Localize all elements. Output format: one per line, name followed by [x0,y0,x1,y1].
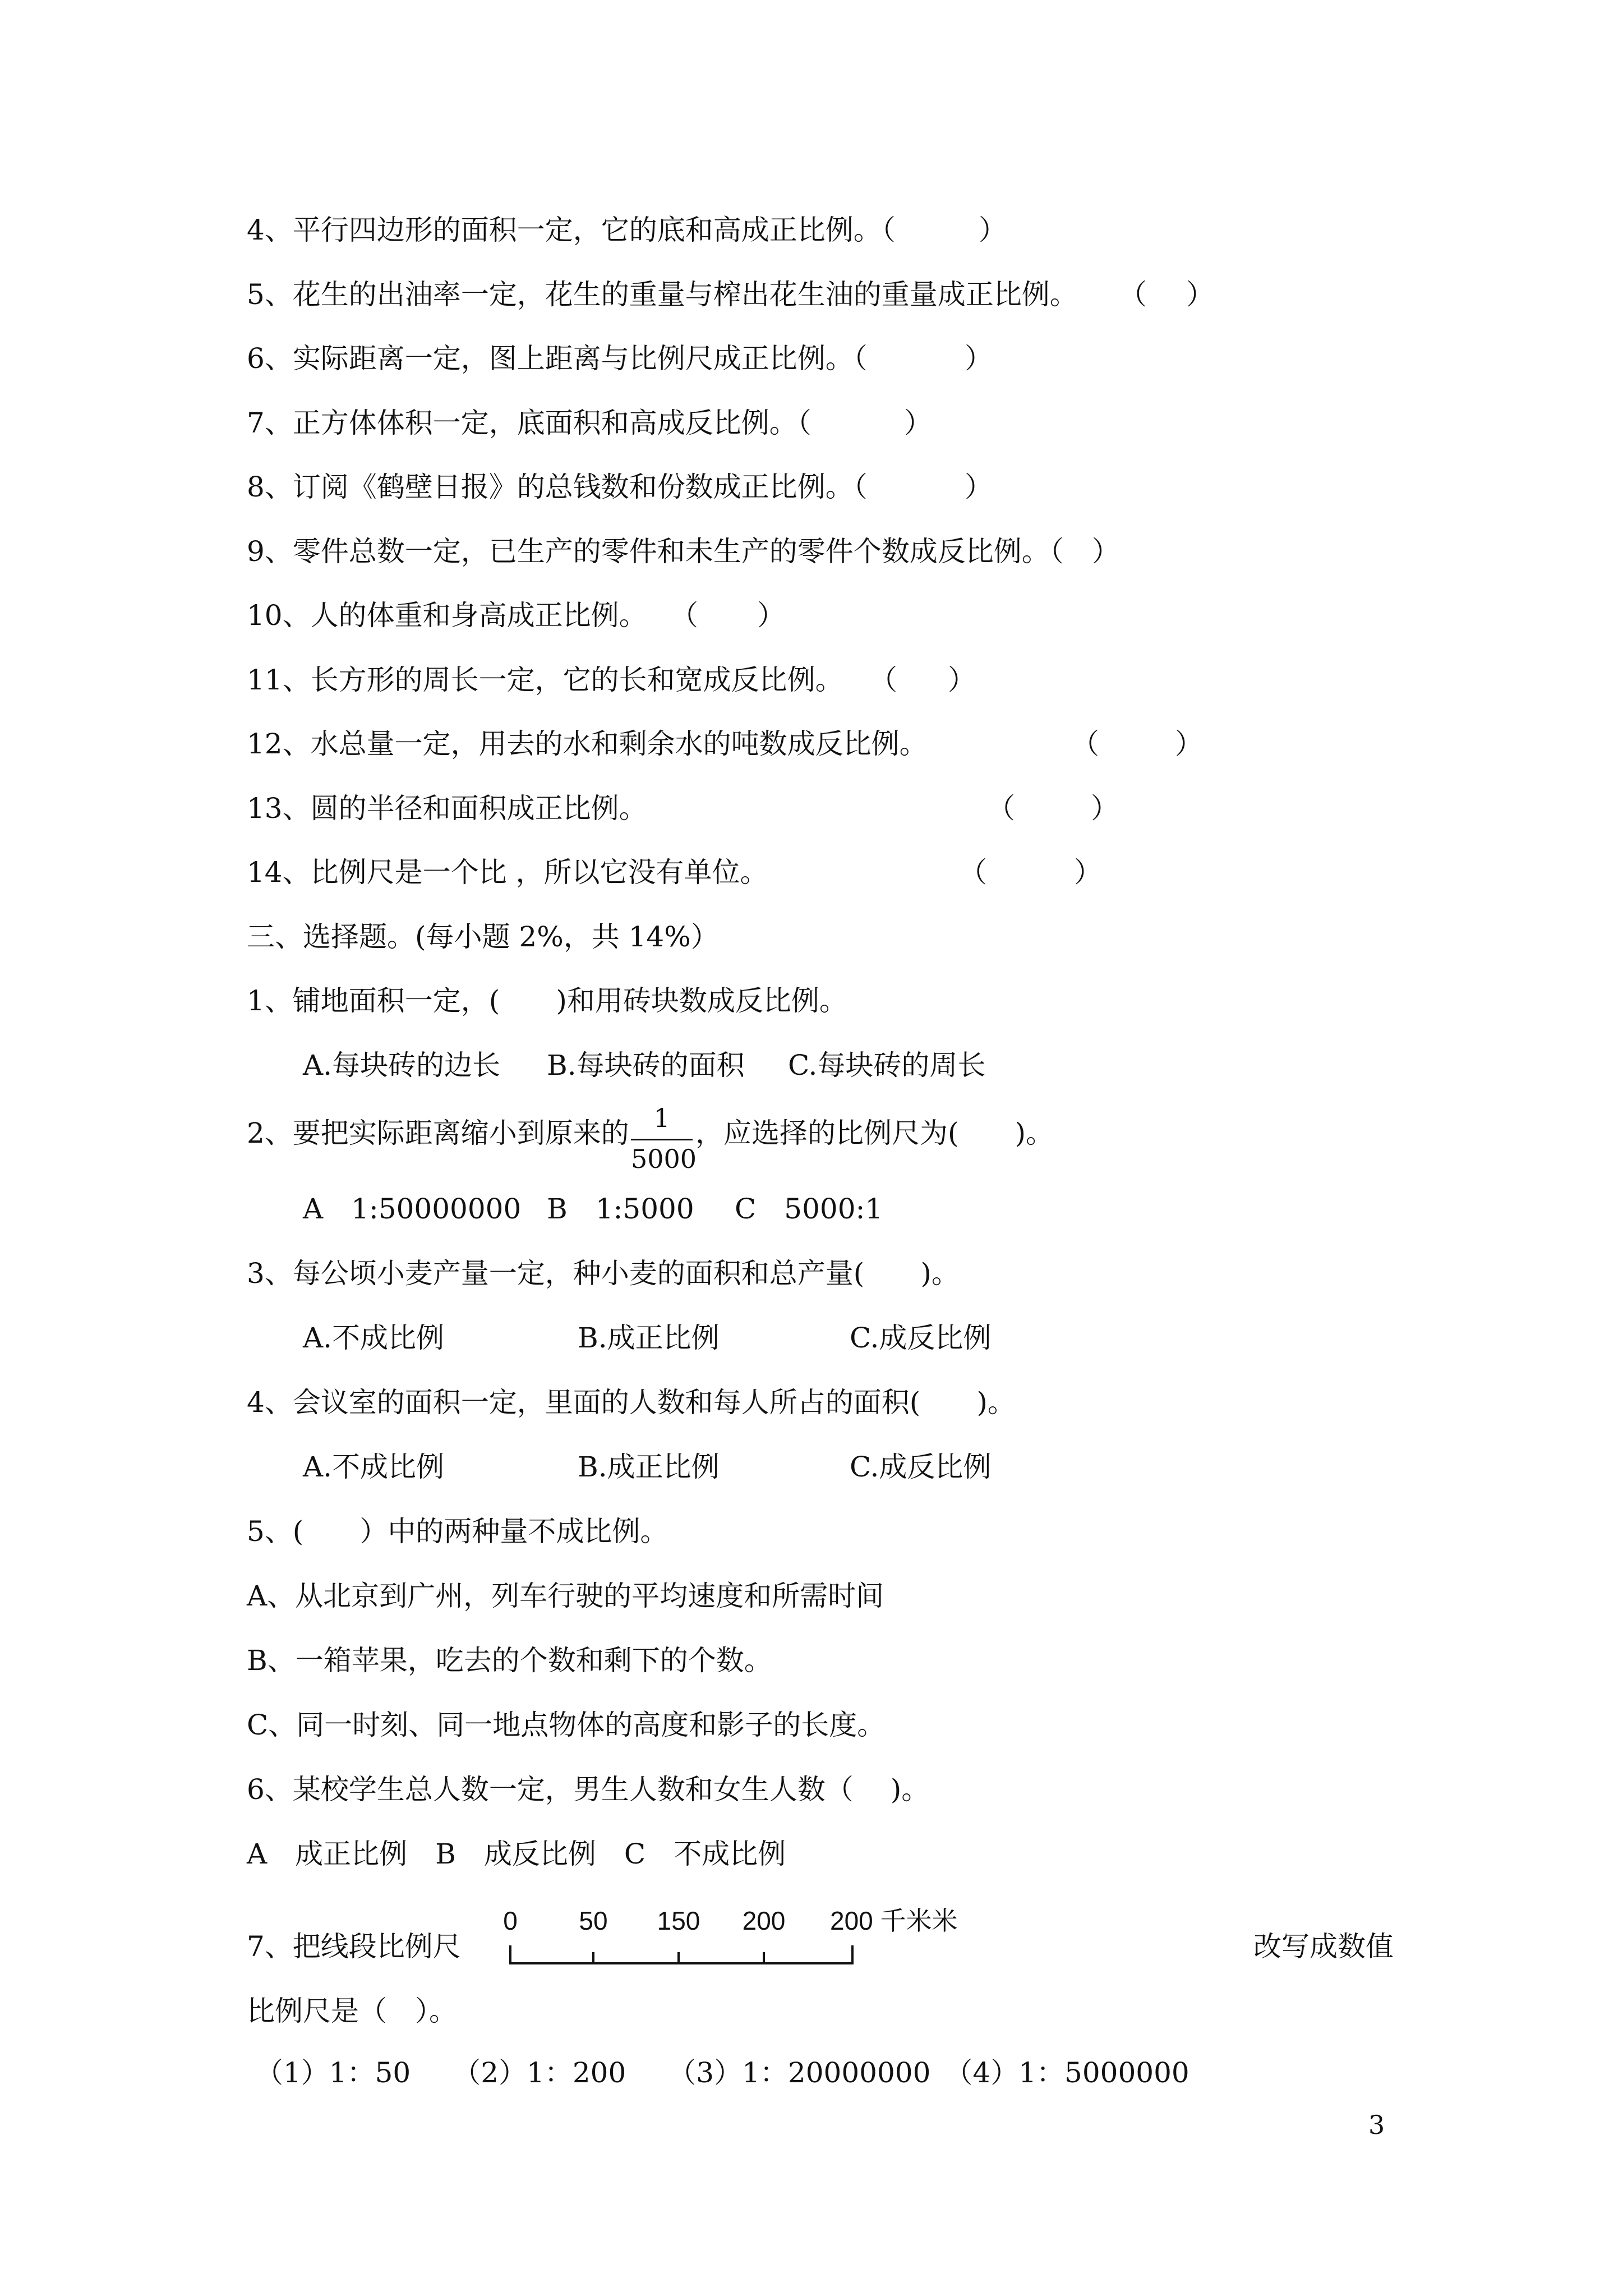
scale-label-200: 200 [742,1906,786,1935]
q7-text-after: 改写成数值 [1253,1930,1394,1963]
scale-segment [510,1945,852,1964]
q4-text: 4、会议室的面积一定，里面的人数和每人所占的面积( )。 [247,1386,1016,1419]
tf-item-5: 5、花生的出油率一定，花生的重量与榨出花生油的重量成正比例。 [247,278,1078,311]
tf-item-12-paren-close: ） [1175,728,1203,760]
q7-line2: 比例尺是（ ）。 [247,1995,457,2027]
tf-item-13-paren-open: （ [987,792,1015,825]
tf-item-11-paren-open: （ [869,664,897,696]
tf-item-10-paren-close: ） [757,599,785,632]
q3-option-a: A.不成比例 [303,1322,445,1354]
q5-text: 5、( ）中的两种量不成比例。 [247,1515,668,1548]
section-3-title: 三、选择题。(每小题 2%，共 14%） [247,921,719,953]
tf-item-8: 8、订阅《鹤壁日报》的总钱数和份数成正比例。（ [247,471,868,503]
q7-text-before: 7、把线段比例尺 [247,1930,461,1963]
line-segment-scale [494,1902,987,1975]
q7-options: （1）1：50 （2）1：200 （3）1：20000000 （4）1：5000000 [255,2056,1189,2089]
scale-label-200-km: 200 千米米 [830,1906,958,1935]
scale-label-50: 50 [579,1906,608,1935]
tf-item-6: 6、实际距离一定，图上距离与比例尺成正比例。（ [247,342,868,375]
tf-item-14: 14、比例尺是一个比 ，所以它没有单位。 [247,856,768,889]
tf-item-7: 7、正方体体积一定，底面积和高成反比例。（ [247,407,811,439]
tf-item-5-paren-open: （ [1119,278,1147,311]
q3-option-c: C.成反比例 [850,1322,992,1354]
tf-item-9: 9、零件总数一定，已生产的零件和未生产的零件个数成反比例。（ ） [247,535,1120,568]
q1-option-c: C.每块砖的周长 [788,1049,986,1082]
page-number: 3 [1368,2110,1385,2140]
q4-option-b: B.成正比例 [578,1451,720,1483]
fraction-numerator: 1 [653,1103,670,1133]
tf-item-12-paren-open: （ [1071,728,1099,760]
tf-item-11: 11、长方形的周长一定，它的长和宽成反比例。 [247,664,843,696]
q6-options: A 成正比例 B 成反比例 C 不成比例 [247,1838,786,1870]
tf-item-4-paren-close: ） [979,214,1007,246]
q6-text: 6、某校学生总人数一定，男生人数和女生人数（ )。 [247,1773,930,1806]
q3-option-b: B.成正比例 [578,1322,720,1354]
q4-option-c: C.成反比例 [850,1451,992,1483]
tf-item-7-paren-close: ） [904,407,932,439]
fraction-denominator: 5000 [631,1144,697,1174]
q1-option-b: B.每块砖的面积 [547,1049,745,1082]
tf-item-12: 12、水总量一定，用去的水和剩余水的吨数成反比例。 [247,728,928,760]
q5-option-b: B、一箱苹果，吃去的个数和剩下的个数。 [247,1644,772,1677]
q2-text-before: 2、要把实际距离缩小到原来的 [247,1117,629,1149]
tf-item-14-paren-close: ） [1074,856,1102,889]
tf-item-6-paren-close: ） [965,342,993,375]
q2-option-c: C 5000:1 [735,1193,883,1225]
q5-option-c: C、同一时刻、同一地点物体的高度和影子的长度。 [247,1709,886,1741]
tf-item-11-paren-close: ） [948,664,976,696]
q4-option-a: A.不成比例 [303,1451,445,1483]
tf-item-4: 4、平行四边形的面积一定，它的底和高成正比例。（ [247,214,896,246]
q1-text: 1、铺地面积一定，( )和用砖块数成反比例。 [247,984,847,1017]
q3-text: 3、每公顷小麦产量一定，种小麦的面积和总产量( )。 [247,1257,960,1290]
tf-item-10: 10、人的体重和身高成正比例。 [247,599,647,632]
q2-option-a: A 1:50000000 [303,1193,522,1225]
q2-option-b: B 1:5000 [547,1193,694,1225]
q2-text-after: ，应选择的比例尺为( )。 [695,1117,1054,1149]
tf-item-13-paren-close: ） [1091,792,1119,825]
tf-item-14-paren-open: （ [959,856,987,889]
fraction-1-5000 [631,1103,697,1174]
tf-item-13: 13、圆的半径和面积成正比例。 [247,792,647,825]
scale-label-0: 0 [503,1906,518,1935]
tf-item-8-paren-close: ） [965,471,993,503]
tf-item-10-paren-open: （ [670,599,698,632]
tf-item-5-paren-close: ） [1186,278,1214,311]
q1-option-a: A.每块砖的边长 [303,1049,501,1082]
q5-option-a: A、从北京到广州，列车行驶的平均速度和所需时间 [247,1580,884,1612]
fraction-bar [631,1139,693,1140]
scale-label-150: 150 [657,1906,700,1935]
